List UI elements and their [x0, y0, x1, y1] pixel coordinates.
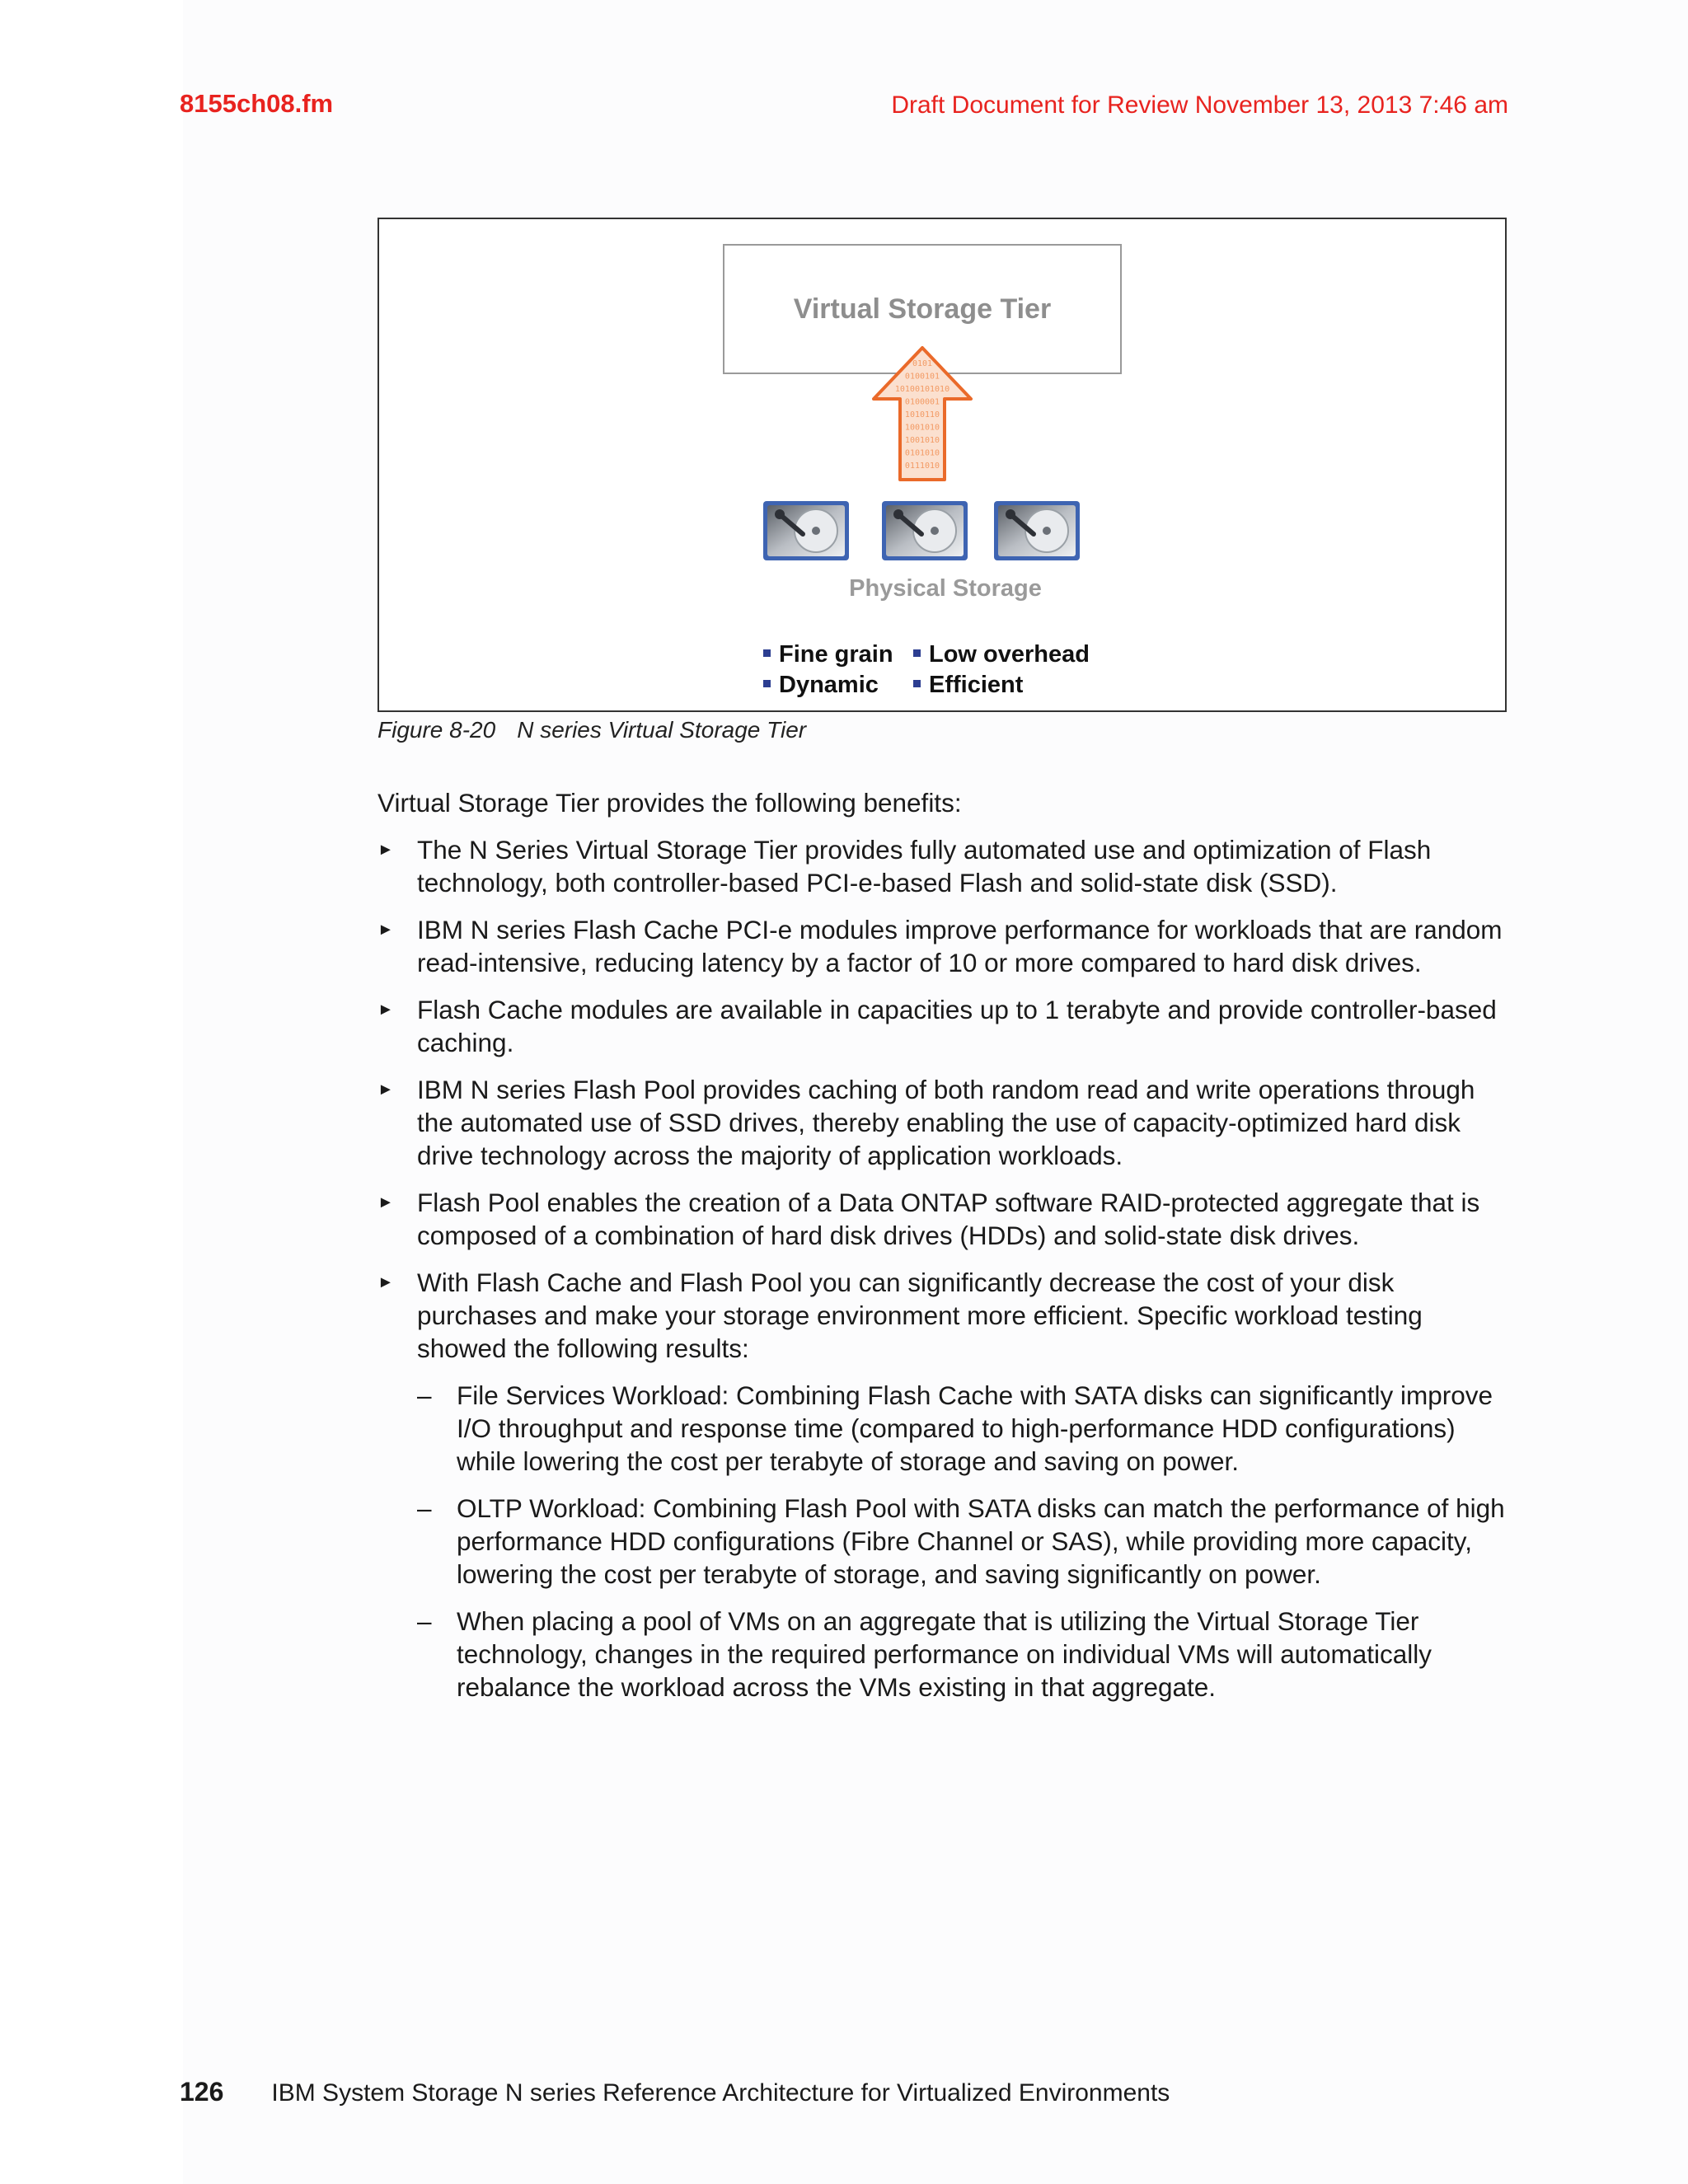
figure-number: Figure 8-20: [377, 717, 496, 743]
list-item: ► Flash Pool enables the creation of a Data ONTAP software RAID-protected aggregate that is composed of a combination of hard disk drives (HDDs) and solid-state disk drives.: [377, 1188, 1480, 1250]
arrow-binary-text: 0100001: [904, 397, 940, 407]
feature-item: Efficient: [913, 670, 1090, 701]
intro-paragraph: Virtual Storage Tier provides the following benefits:: [377, 788, 962, 818]
header-draft-notice: Draft Document for Review November 13, 2013 7:46 am: [891, 91, 1508, 119]
dash-bullet: –: [417, 1606, 432, 1636]
triangle-bullet-icon: ►: [377, 1273, 394, 1291]
arrow-binary-text: 0101010: [904, 448, 940, 458]
list-item: ► IBM N series Flash Cache PCI-e modules improve performance for workloads that are random read-intensive, reducing latency by a factor of 10 or more compared to hard disk drives.: [377, 915, 1503, 977]
feature-list-left: [763, 640, 893, 701]
arrow-binary-text: 0101: [912, 359, 933, 368]
book-title: IBM System Storage N series Reference Architecture for Virtualized Environments: [271, 2079, 1170, 2107]
arrow-binary-text: 0111010: [904, 462, 940, 471]
list-item: ► IBM N series Flash Pool provides caching of both random read and write operations through the automated use of SSD drives, thereby enabling the use of capacity-optimized hard disk drive technology across the majority of application workloads.: [377, 1075, 1475, 1170]
dash-bullet: –: [417, 1380, 432, 1410]
feature-item: Fine grain: [763, 640, 893, 670]
triangle-bullet-icon: ►: [377, 1001, 394, 1019]
header-filename: 8155ch08.fm: [180, 89, 334, 118]
sub-list-item: – File Services Workload: Combining Flash Cache with SATA disks can significantly improve I/O throughput and response time (compared to high-performance HDD configurations) while lowering the cost per terabyte of storage and saving on power.: [417, 1380, 1493, 1476]
sub-list-item: – OLTP Workload: Combining Flash Pool with SATA disks can match the performance of high performance HDD configurations (Fibre Channel or SAS), while providing more capacity, lowering the cost per terabyte of storage, and saving significantly on power.: [417, 1493, 1505, 1589]
figure-diagram: [377, 218, 1507, 712]
benefits-list: [377, 833, 1507, 1704]
arrow-binary-text: 1001010: [904, 423, 940, 433]
triangle-bullet-icon: ►: [377, 1080, 394, 1099]
page-footer: [180, 2077, 1170, 2107]
workload-results-list: [417, 1379, 1507, 1704]
feature-item: Dynamic: [763, 670, 893, 701]
triangle-bullet-icon: ►: [377, 1193, 394, 1212]
body-text: [377, 786, 1507, 1718]
hard-disk-icon: [762, 499, 851, 562]
arrow-binary-text: 1010110: [904, 410, 940, 419]
sub-list-item: – When placing a pool of VMs on an aggregate that is utilizing the Virtual Storage Tier technology, changes in the required performance on individual VMs will automatically rebalance the workload across the VMs existing in that aggregate.: [417, 1606, 1432, 1702]
physical-storage-label: Physical Storage: [849, 575, 1042, 602]
hard-disk-icon: [992, 499, 1081, 562]
list-item: ► With Flash Cache and Flash Pool you can significantly decrease the cost of your disk purchases and make your storage environment more efficient. Specific workload testing showed the following results: – File Services Workload: Combining Flash Cache with SATA disks can significantly improve I/O throughput and response time (compared to high-performance HDD configurations) while lowering the cost per terabyte of storage and saving on power. – OLTP Workload: Combining Flash Pool with SATA disks can match the performance of high performance HDD configurations (Fibre Channel or SAS), while providing more capacity, lowering the cost per terabyte of storage, and saving significantly on power. – When placing a pool of VMs on an aggregate that is utilizing the Virtual Storage Tier technology, changes in the required performance on individual VMs will automatically rebalance the workload across the VMs existing in that aggregate.: [377, 1266, 1507, 1704]
triangle-bullet-icon: ►: [377, 841, 394, 859]
feature-item: Low overhead: [913, 640, 1090, 670]
virtual-storage-tier-label: Virtual Storage Tier: [793, 293, 1052, 325]
list-item: ► Flash Cache modules are available in capacities up to 1 terabyte and provide controller-based caching.: [377, 995, 1497, 1057]
figure-title: N series Virtual Storage Tier: [517, 717, 807, 743]
arrow-binary-text: 10100101010: [894, 385, 950, 394]
page-number: 126: [180, 2077, 224, 2107]
hard-disk-icon: [880, 499, 969, 562]
figure-caption: [377, 717, 806, 743]
feature-list-right: [913, 640, 1090, 701]
dash-bullet: –: [417, 1493, 432, 1523]
upward-arrow-icon: [869, 344, 976, 483]
arrow-binary-text: 1001010: [904, 436, 940, 445]
arrow-binary-text: 0100101: [904, 372, 940, 382]
triangle-bullet-icon: ►: [377, 921, 394, 939]
list-item: ► The N Series Virtual Storage Tier provides fully automated use and optimization of Flash technology, both controller-based PCI-e-based Flash and solid-state disk (SSD).: [377, 835, 1432, 898]
